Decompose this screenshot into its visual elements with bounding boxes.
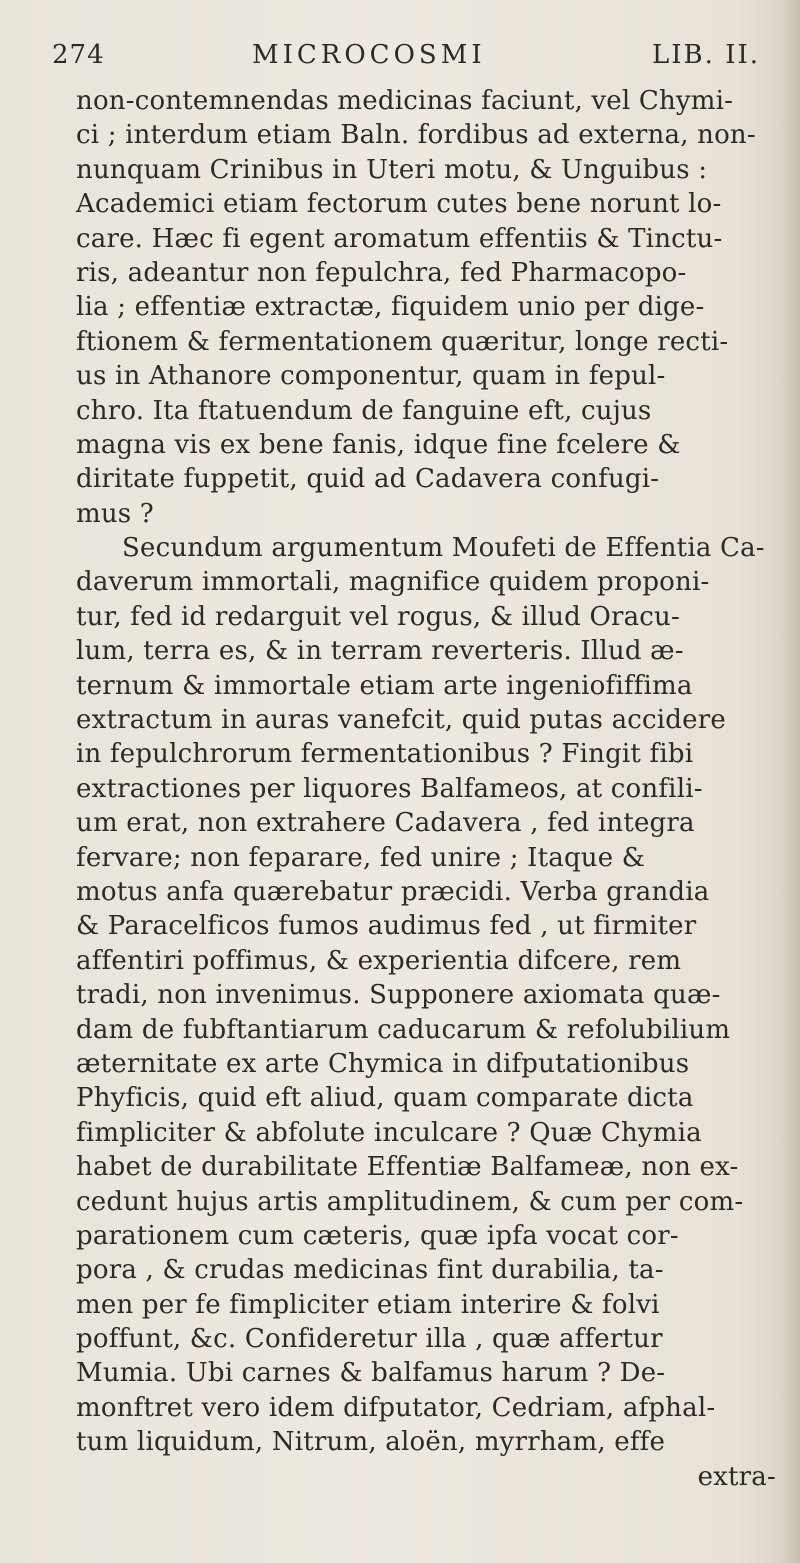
text-line: daverum immortali, magnifice quidem proponi-	[76, 567, 710, 598]
text-line: fimpliciter & abfolute inculcare ? Quæ Chymia	[76, 1117, 702, 1148]
text-line: extractum in auras vanefcit, quid putas accidere	[76, 705, 726, 736]
text-line: Mumia. Ubi carnes & balfamus harum ? De-	[76, 1358, 666, 1389]
text-line: affentiri poffimus, & experientia difcere, rem	[76, 945, 682, 976]
text-line: ftionem & fermentationem quæritur, longe recti-	[76, 326, 729, 357]
text-line: lia ; effentiæ extractæ, fiquidem unio per dige-	[76, 292, 705, 323]
text-line: tur, fed id redarguit vel rogus, & illud Oracu-	[76, 601, 680, 632]
running-title: MICROCOSMI	[252, 40, 486, 70]
text-line: Phyficis, quid eft aliud, quam comparate dicta	[76, 1083, 694, 1114]
text-line: ris, adeantur non fepulchra, fed Pharmacopo-	[76, 257, 687, 288]
text-line: & Paracelficos fumos audimus fed , ut firmiter	[76, 911, 697, 942]
text-line: non-contemnendas medicinas faciunt, vel Chymi-	[76, 86, 734, 116]
text-line: lum, terra es, & in terram reverteris. Illud æ-	[76, 636, 684, 667]
catchword: extra-	[697, 1461, 776, 1492]
text-line: tradi, non invenimus. Supponere axiomata quæ-	[76, 980, 721, 1011]
text-line: mus ?	[76, 498, 154, 529]
text-line: diritate fuppetit, quid ad Cadavera confugi-	[76, 464, 660, 495]
text-line: dam de fubftantiarum caducarum & refolubilium	[76, 1014, 731, 1045]
page-edge-shadow	[778, 0, 800, 1563]
text-line: parationem cum cæteris, quæ ipfa vocat cor-	[76, 1220, 679, 1251]
text-line: Secundum argumentum Moufeti de Effentia Ca-	[122, 533, 765, 564]
text-line: nunquam Crinibus in Uteri motu, & Unguibus :	[76, 154, 708, 185]
text-line: care. Hæc fi egent aromatum effentiis & Tinctu-	[76, 223, 723, 254]
text-line: æternitate ex arte Chymica in difputationibus	[76, 1048, 690, 1079]
text-line: um erat, non extrahere Cadavera , fed integra	[76, 808, 695, 839]
text-body	[76, 84, 776, 1494]
text-line: motus anfa quærebatur præcidi. Verba grandia	[76, 876, 710, 907]
running-header	[52, 40, 760, 84]
book-number: LIB. II.	[652, 40, 760, 70]
text-line: pora , & crudas medicinas fint durabilia, ta-	[76, 1255, 664, 1286]
text-line: cedunt hujus artis amplitudinem, & cum per com-	[76, 1186, 744, 1217]
text-line: in fepulchrorum fermentationibus ? Fingit fibi	[76, 739, 694, 770]
page-number: 274	[52, 40, 105, 70]
text-line: fervare; non feparare, fed unire ; Itaque &	[76, 842, 646, 873]
text-line: chro. Ita ftatuendum de fanguine eft, cujus	[76, 395, 652, 426]
text-line: men per fe fimpliciter etiam interire & folvi	[76, 1289, 660, 1320]
text-line: extractiones per liquores Balfameos, at confili-	[76, 773, 703, 804]
text-line: us in Athanore componentur, quam in fepul-	[76, 361, 666, 392]
text-line: ci ; interdum etiam Baln. fordibus ad externa, non-	[76, 120, 756, 151]
text-line: Academici etiam fectorum cutes bene norunt lo-	[76, 189, 722, 220]
text-line: monftret vero idem difputator, Cedriam, afphal-	[76, 1392, 716, 1423]
text-line: ternum & immortale etiam arte ingeniofiffima	[76, 670, 693, 701]
text-line: tum liquidum, Nitrum, aloën, myrrham, effe	[76, 1427, 666, 1458]
text-line: magna vis ex bene fanis, idque fine fcelere &	[76, 429, 681, 460]
text-line: poffunt, &c. Confideretur illa , quæ affertur	[76, 1324, 663, 1355]
text-line: habet de durabilitate Effentiæ Balfameæ, non ex-	[76, 1152, 739, 1183]
